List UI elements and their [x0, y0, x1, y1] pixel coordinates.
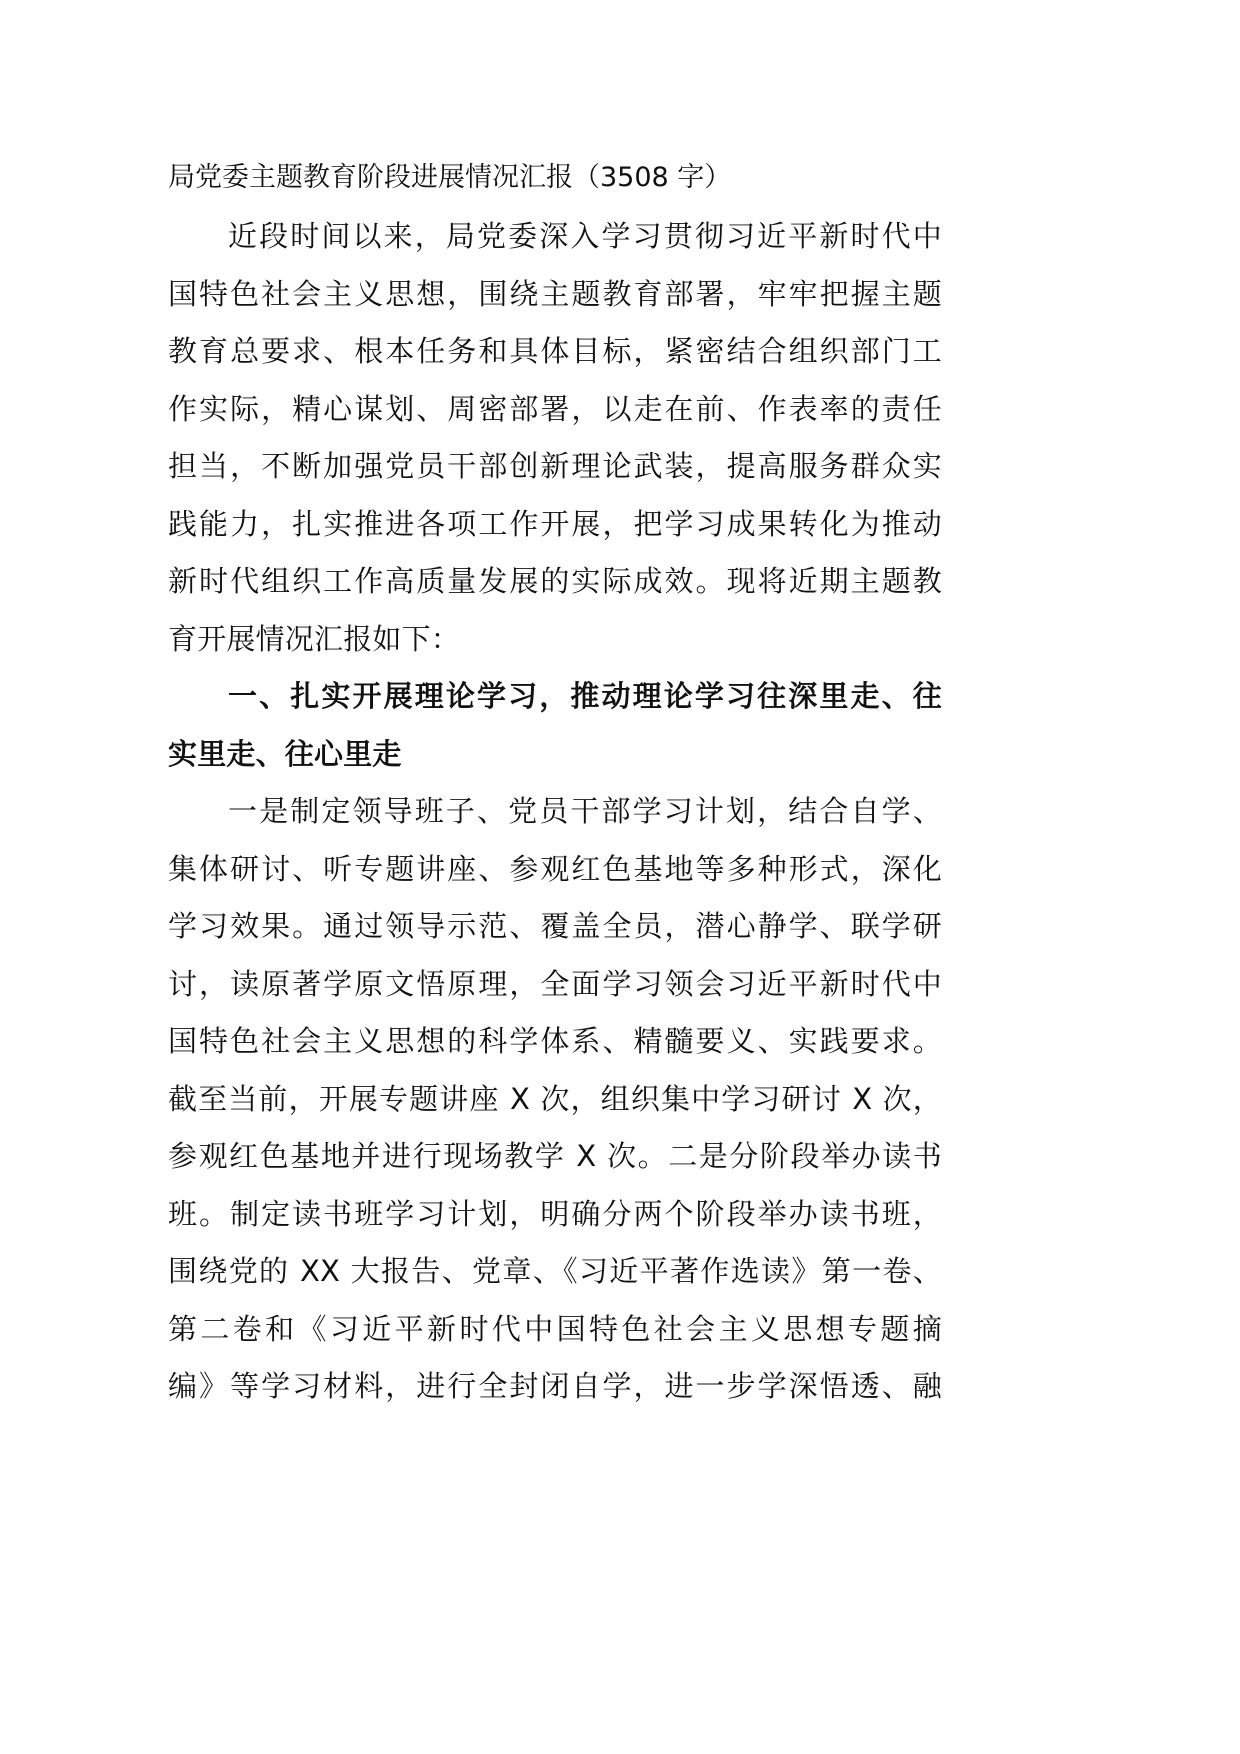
heading-line: 一、扎实开展理论学习，推动理论学习往深里走、往 — [228, 679, 942, 713]
paragraph-line: 践能力，扎实推进各项工作开展，把学习成果转化为推动 — [168, 506, 942, 541]
paragraph-line: 参观红色基地并进行现场教学 X 次。二是分阶段举办读书 — [168, 1139, 942, 1173]
paragraph-line: 作实际，精心谋划、周密部署，以走在前、作表率的责任 — [168, 391, 942, 426]
section-1-paragraph — [168, 783, 942, 1416]
paragraph-line: 讨，读原著学原文悟原理，全面学习领会习近平新时代中 — [168, 966, 942, 1001]
paragraph-line: 学习效果。通过领导示范、覆盖全员，潜心静学、联学研 — [168, 909, 942, 943]
section-heading-1 — [168, 668, 942, 783]
paragraph-line: 国特色社会主义思想的科学体系、精髓要义、实践要求。 — [168, 1024, 942, 1058]
paragraph-line: 担当，不断加强党员干部创新理论武装，提高服务群众实 — [168, 449, 942, 483]
paragraph-line: 第二卷和《习近平新时代中国特色社会主义思想专题摘 — [168, 1311, 942, 1346]
paragraph-line: 近段时间以来，局党委深入学习贯彻习近平新时代中 — [228, 219, 942, 253]
paragraph-line: 国特色社会主义思想，围绕主题教育部署，牢牢把握主题 — [168, 276, 942, 311]
paragraph-line: 班。制定读书班学习计划，明确分两个阶段举办读书班， — [168, 1196, 942, 1231]
paragraph-line: 育开展情况汇报如下： — [168, 621, 461, 656]
paragraph-line: 集体研讨、听专题讲座、参观红色基地等多种形式，深化 — [168, 851, 942, 886]
document-content — [168, 152, 942, 1416]
paragraph-line: 一是制定领导班子、党员干部学习计划，结合自学、 — [228, 794, 942, 828]
intro-paragraph — [168, 208, 942, 668]
paragraph-line: 编》等学习材料，进行全封闭自学，进一步学深悟透、融 — [168, 1369, 942, 1403]
heading-line: 实里走、往心里走 — [168, 736, 402, 771]
paragraph-line: 教育总要求、根本任务和具体目标，紧密结合组织部门工 — [168, 334, 942, 368]
paragraph-line: 围绕党的 XX 大报告、党章、《习近平著作选读》第一卷、 — [168, 1254, 942, 1288]
paragraph-line: 截至当前，开展专题讲座 X 次，组织集中学习研讨 X 次， — [168, 1081, 942, 1116]
document-title: 局党委主题教育阶段进展情况汇报（3508 字） — [168, 162, 732, 193]
paragraph-line: 新时代组织工作高质量发展的实际成效。现将近期主题教 — [168, 564, 942, 598]
